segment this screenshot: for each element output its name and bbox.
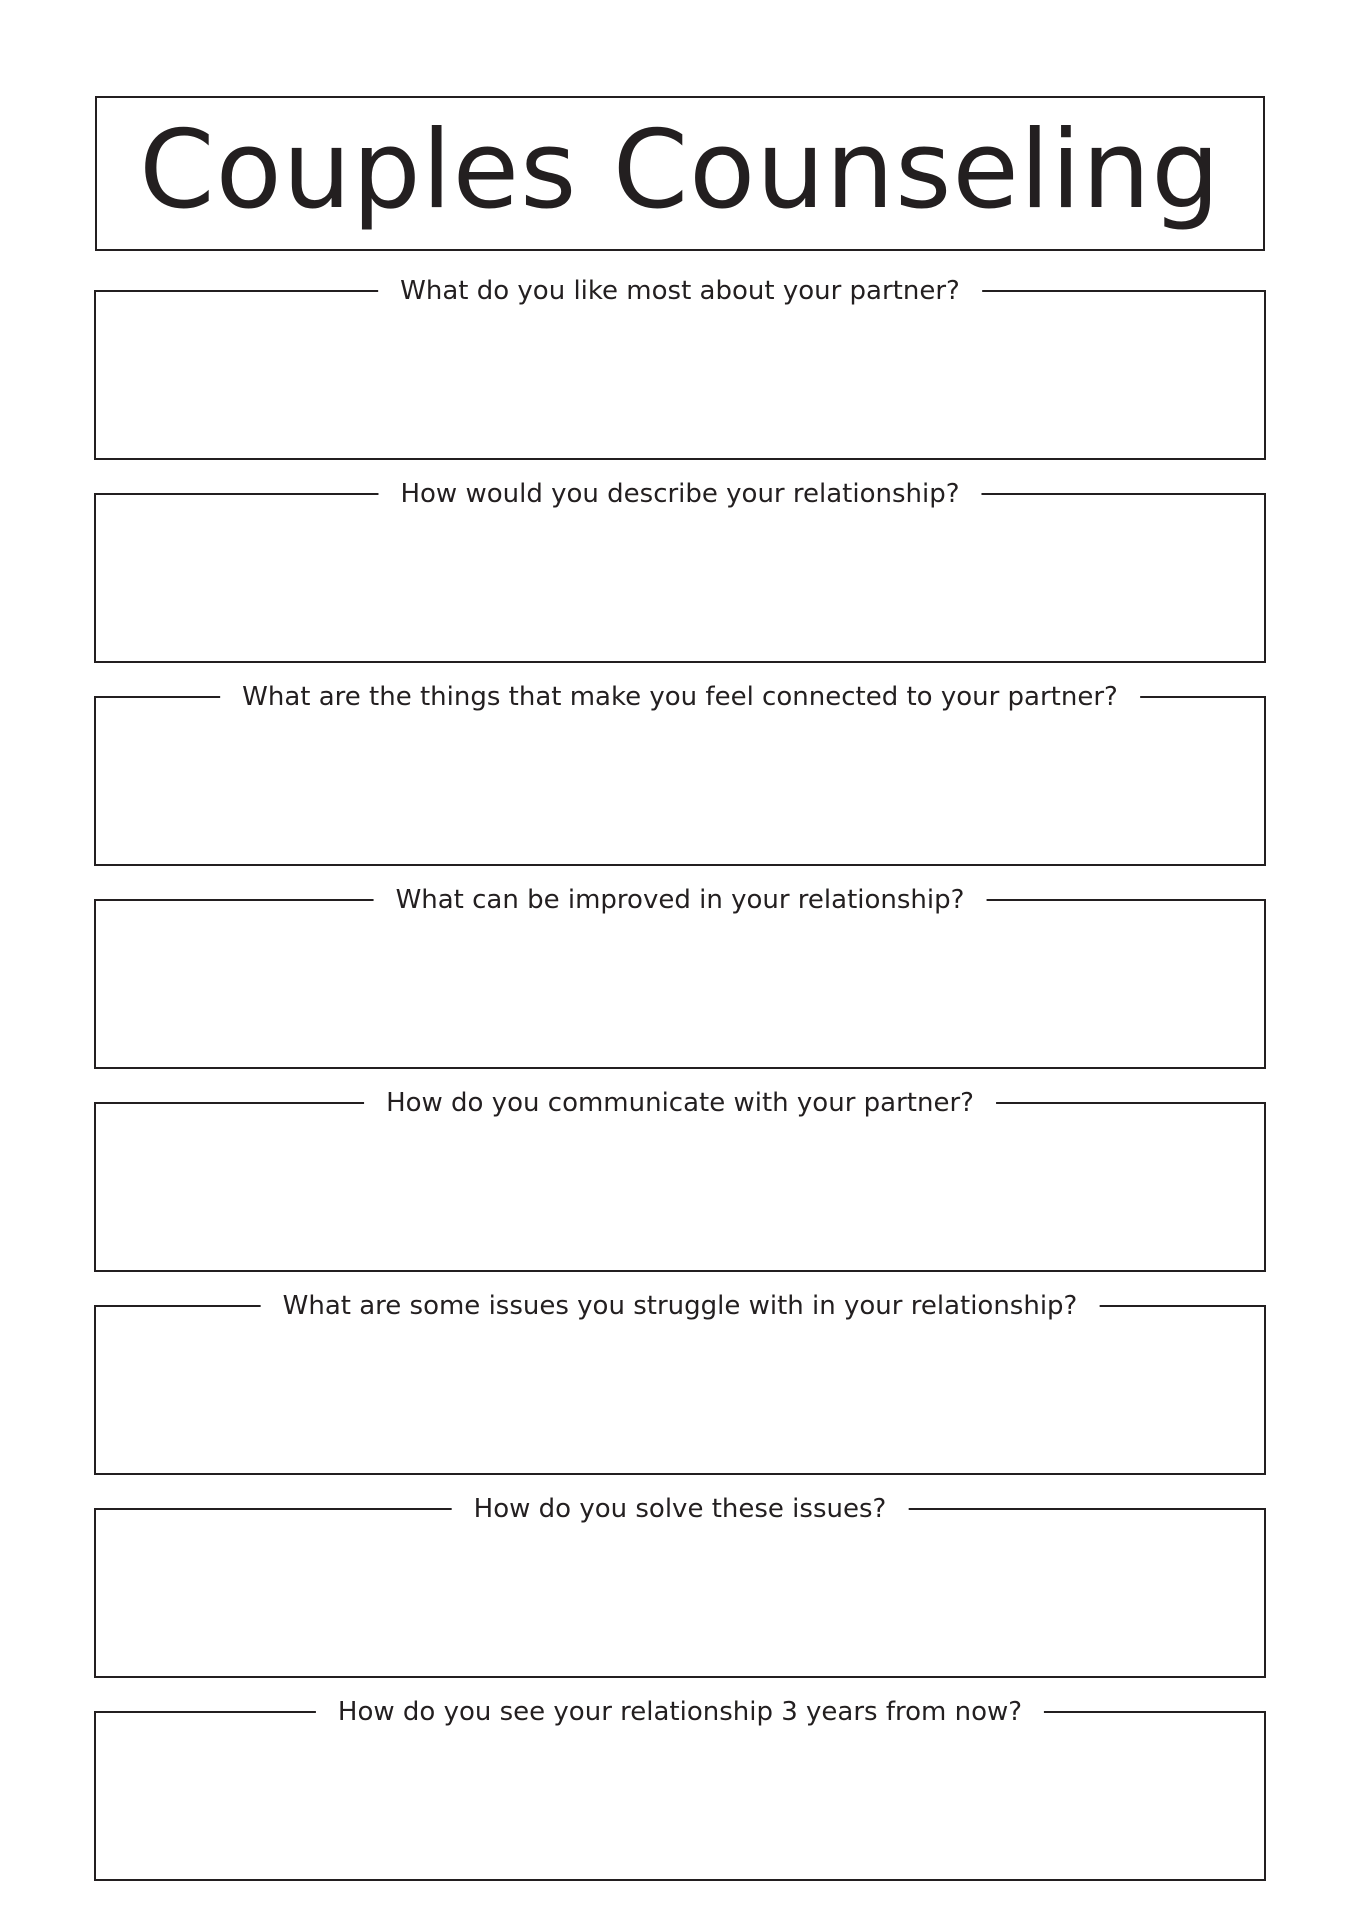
- answer-area-6[interactable]: [96, 1327, 1264, 1473]
- answer-area-1[interactable]: [96, 312, 1264, 458]
- question-box-6: [94, 1291, 1266, 1475]
- answer-area-8[interactable]: [96, 1733, 1264, 1879]
- question-label-3: What are the things that make you feel connected to your partner?: [220, 680, 1140, 714]
- answer-area-7[interactable]: [96, 1530, 1264, 1676]
- answer-area-3[interactable]: [96, 718, 1264, 864]
- answer-area-4[interactable]: [96, 921, 1264, 1067]
- question-label-6: What are some issues you struggle with in your relationship?: [261, 1289, 1100, 1323]
- question-label-7: How do you solve these issues?: [452, 1492, 909, 1526]
- question-label-5: How do you communicate with your partner?: [364, 1086, 996, 1120]
- question-box-7: [94, 1494, 1266, 1678]
- question-box-5: [94, 1088, 1266, 1272]
- question-box-1: [94, 276, 1266, 460]
- answer-area-2[interactable]: [96, 515, 1264, 661]
- question-label-1: What do you like most about your partner?: [378, 274, 982, 308]
- question-label-8: How do you see your relationship 3 years from now?: [316, 1695, 1044, 1729]
- question-box-8: [94, 1697, 1266, 1881]
- question-box-3: [94, 682, 1266, 866]
- question-label-4: What can be improved in your relationship?: [374, 883, 987, 917]
- question-label-2: How would you describe your relationship?: [378, 477, 981, 511]
- answer-area-5[interactable]: [96, 1124, 1264, 1270]
- page-title: Couples Counseling: [139, 107, 1221, 233]
- question-box-4: [94, 885, 1266, 1069]
- question-box-2: [94, 479, 1266, 663]
